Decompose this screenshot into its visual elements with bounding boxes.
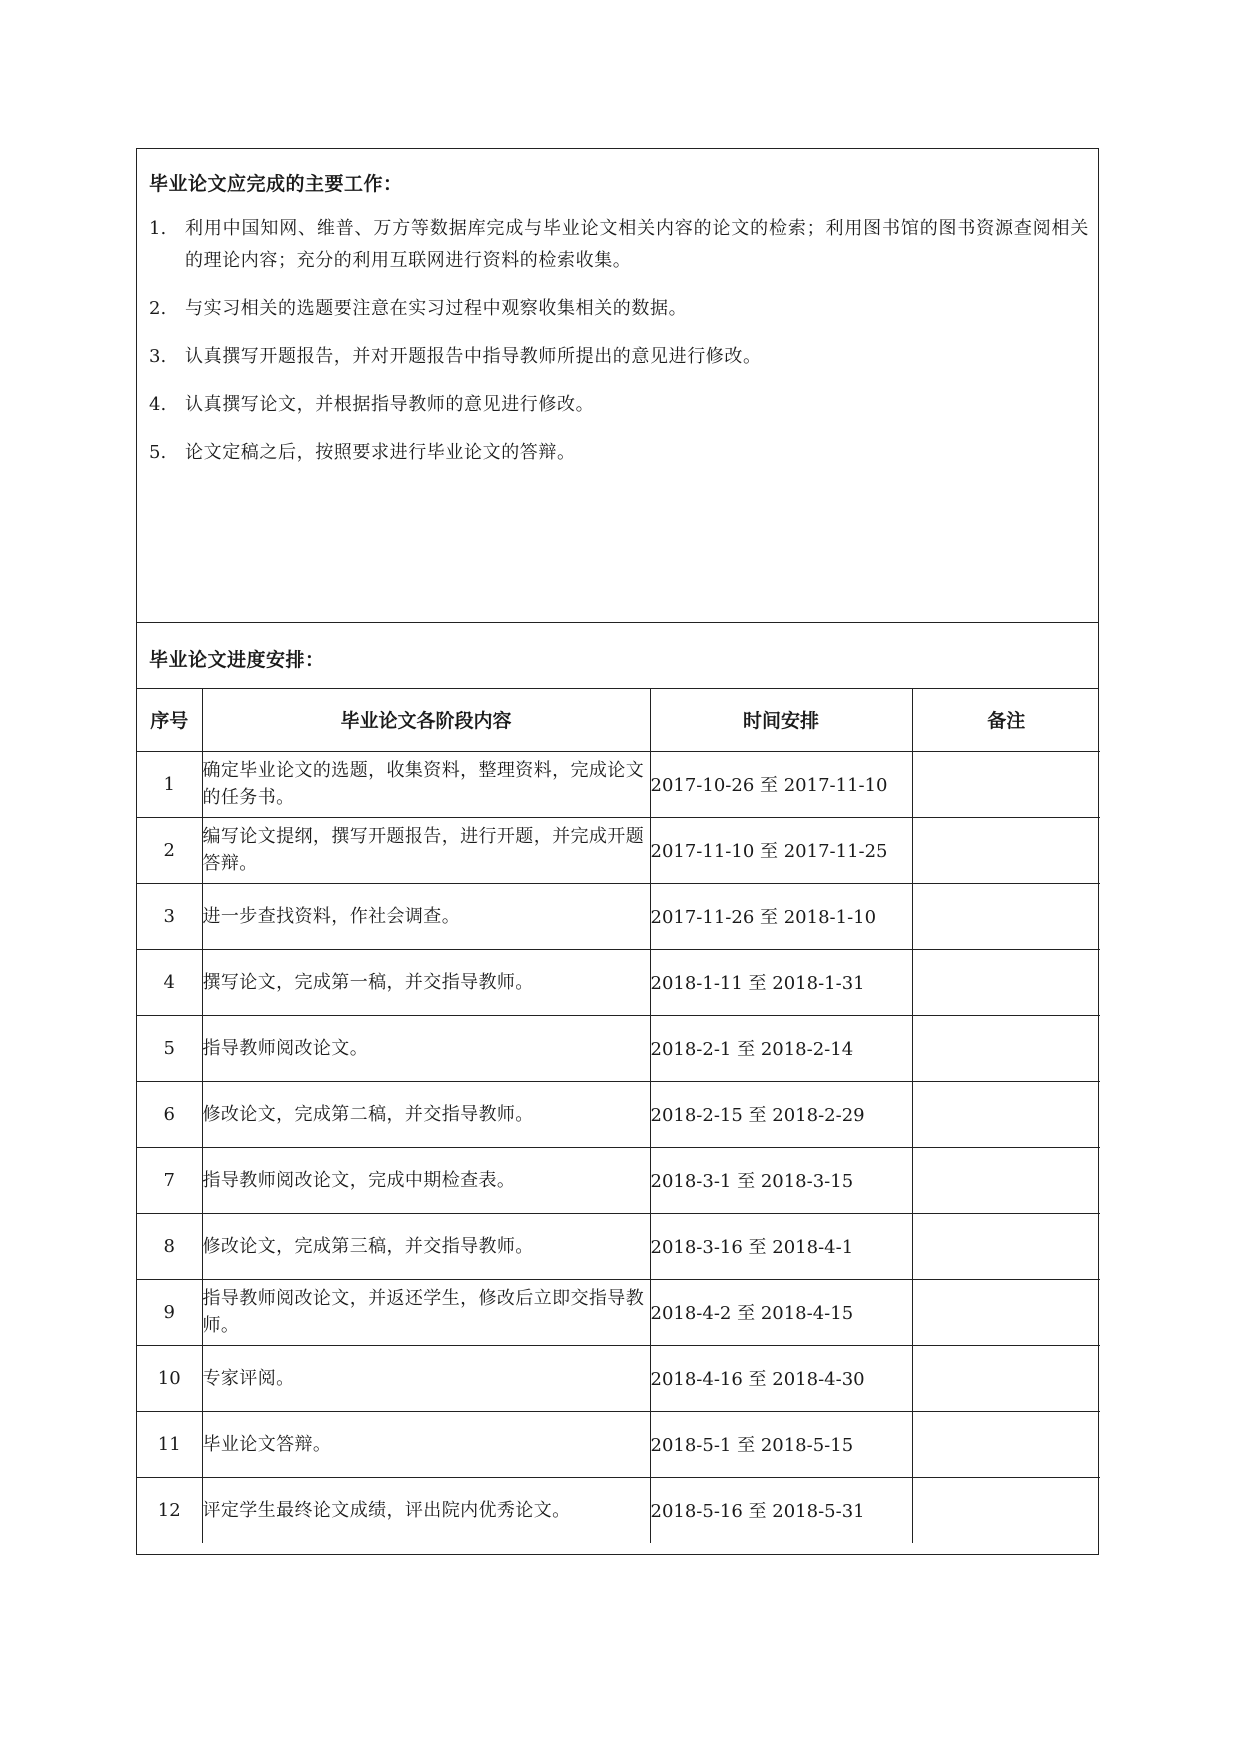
main-work-item: [149, 341, 1089, 373]
column-header-number: 序号: [137, 689, 202, 751]
main-work-item: [149, 213, 1089, 277]
row-note: [912, 1015, 1100, 1081]
row-number: 10: [137, 1345, 202, 1411]
main-work-list: [149, 213, 1089, 485]
row-note: [912, 883, 1100, 949]
row-note: [912, 1279, 1100, 1345]
table-row: [137, 1411, 1100, 1477]
row-note: [912, 1081, 1100, 1147]
row-number: 6: [137, 1081, 202, 1147]
table-row: [137, 817, 1100, 883]
row-number: 8: [137, 1213, 202, 1279]
row-number: 12: [137, 1477, 202, 1543]
row-content: 确定毕业论文的选题，收集资料，整理资料，完成论文的任务书。: [202, 751, 650, 817]
schedule-header-row: [137, 689, 1100, 751]
row-content: 评定学生最终论文成绩，评出院内优秀论文。: [202, 1477, 650, 1543]
row-time: 2018-3-1 至 2018-3-15: [650, 1147, 912, 1213]
row-content: 撰写论文，完成第一稿，并交指导教师。: [202, 949, 650, 1015]
main-work-item: [149, 389, 1089, 421]
main-work-item-text: 认真撰写开题报告，并对开题报告中指导教师所提出的意见进行修改。: [185, 346, 762, 367]
row-note: [912, 1411, 1100, 1477]
row-time: 2017-11-26 至 2018-1-10: [650, 883, 912, 949]
row-number: 2: [137, 817, 202, 883]
row-time: 2018-2-1 至 2018-2-14: [650, 1015, 912, 1081]
row-note: [912, 817, 1100, 883]
column-header-time: 时间安排: [650, 689, 912, 751]
table-row: [137, 1279, 1100, 1345]
task-form-frame: [136, 148, 1099, 1555]
row-number: 4: [137, 949, 202, 1015]
main-work-item-number: 4.: [149, 394, 167, 415]
row-note: [912, 949, 1100, 1015]
table-row: [137, 949, 1100, 1015]
row-content: 修改论文，完成第二稿，并交指导教师。: [202, 1081, 650, 1147]
main-work-item-text: 论文定稿之后，按照要求进行毕业论文的答辩。: [185, 442, 576, 463]
row-content: 编写论文提纲，撰写开题报告，进行开题，并完成开题答辩。: [202, 817, 650, 883]
main-work-item: [149, 437, 1089, 469]
table-row: [137, 1345, 1100, 1411]
row-content: 指导教师阅改论文。: [202, 1015, 650, 1081]
row-number: 9: [137, 1279, 202, 1345]
table-row: [137, 1081, 1100, 1147]
row-note: [912, 751, 1100, 817]
main-work-item-number: 1.: [149, 218, 167, 239]
row-note: [912, 1213, 1100, 1279]
row-time: 2018-4-2 至 2018-4-15: [650, 1279, 912, 1345]
table-row: [137, 1477, 1100, 1543]
column-header-content: 毕业论文各阶段内容: [202, 689, 650, 751]
row-time: 2018-5-1 至 2018-5-15: [650, 1411, 912, 1477]
row-content: 毕业论文答辩。: [202, 1411, 650, 1477]
row-note: [912, 1345, 1100, 1411]
row-time: 2017-10-26 至 2017-11-10: [650, 751, 912, 817]
table-row: [137, 883, 1100, 949]
row-content: 指导教师阅改论文，并返还学生，修改后立即交指导教师。: [202, 1279, 650, 1345]
schedule-heading-row: [137, 623, 1098, 689]
schedule-heading: 毕业论文进度安排：: [149, 649, 325, 671]
row-time: 2017-11-10 至 2017-11-25: [650, 817, 912, 883]
row-note: [912, 1147, 1100, 1213]
main-work-item-number: 5.: [149, 442, 167, 463]
row-content: 修改论文，完成第三稿，并交指导教师。: [202, 1213, 650, 1279]
main-work-heading: 毕业论文应完成的主要工作：: [149, 173, 403, 195]
row-number: 1: [137, 751, 202, 817]
row-number: 7: [137, 1147, 202, 1213]
main-work-item-number: 2.: [149, 298, 167, 319]
main-work-item-text: 与实习相关的选题要注意在实习过程中观察收集相关的数据。: [185, 298, 688, 319]
table-row: [137, 1147, 1100, 1213]
row-number: 11: [137, 1411, 202, 1477]
table-row: [137, 1015, 1100, 1081]
row-content: 进一步查找资料，作社会调查。: [202, 883, 650, 949]
row-time: 2018-1-11 至 2018-1-31: [650, 949, 912, 1015]
table-row: [137, 1213, 1100, 1279]
row-time: 2018-5-16 至 2018-5-31: [650, 1477, 912, 1543]
main-work-item-text: 认真撰写论文，并根据指导教师的意见进行修改。: [185, 394, 595, 415]
row-content: 专家评阅。: [202, 1345, 650, 1411]
schedule-table: [137, 689, 1100, 1543]
table-row: [137, 751, 1100, 817]
column-header-note: 备注: [912, 689, 1100, 751]
row-number: 5: [137, 1015, 202, 1081]
row-time: 2018-3-16 至 2018-4-1: [650, 1213, 912, 1279]
main-work-section: [137, 149, 1098, 623]
row-content: 指导教师阅改论文，完成中期检查表。: [202, 1147, 650, 1213]
main-work-item: [149, 293, 1089, 325]
main-work-item-text: 利用中国知网、维普、万方等数据库完成与毕业论文相关内容的论文的检索；利用图书馆的图书资源查阅相关的理论内容；充分的利用互联网进行资料的检索收集。: [185, 218, 1089, 271]
row-time: 2018-4-16 至 2018-4-30: [650, 1345, 912, 1411]
main-work-item-number: 3.: [149, 346, 167, 367]
row-time: 2018-2-15 至 2018-2-29: [650, 1081, 912, 1147]
row-number: 3: [137, 883, 202, 949]
row-note: [912, 1477, 1100, 1543]
